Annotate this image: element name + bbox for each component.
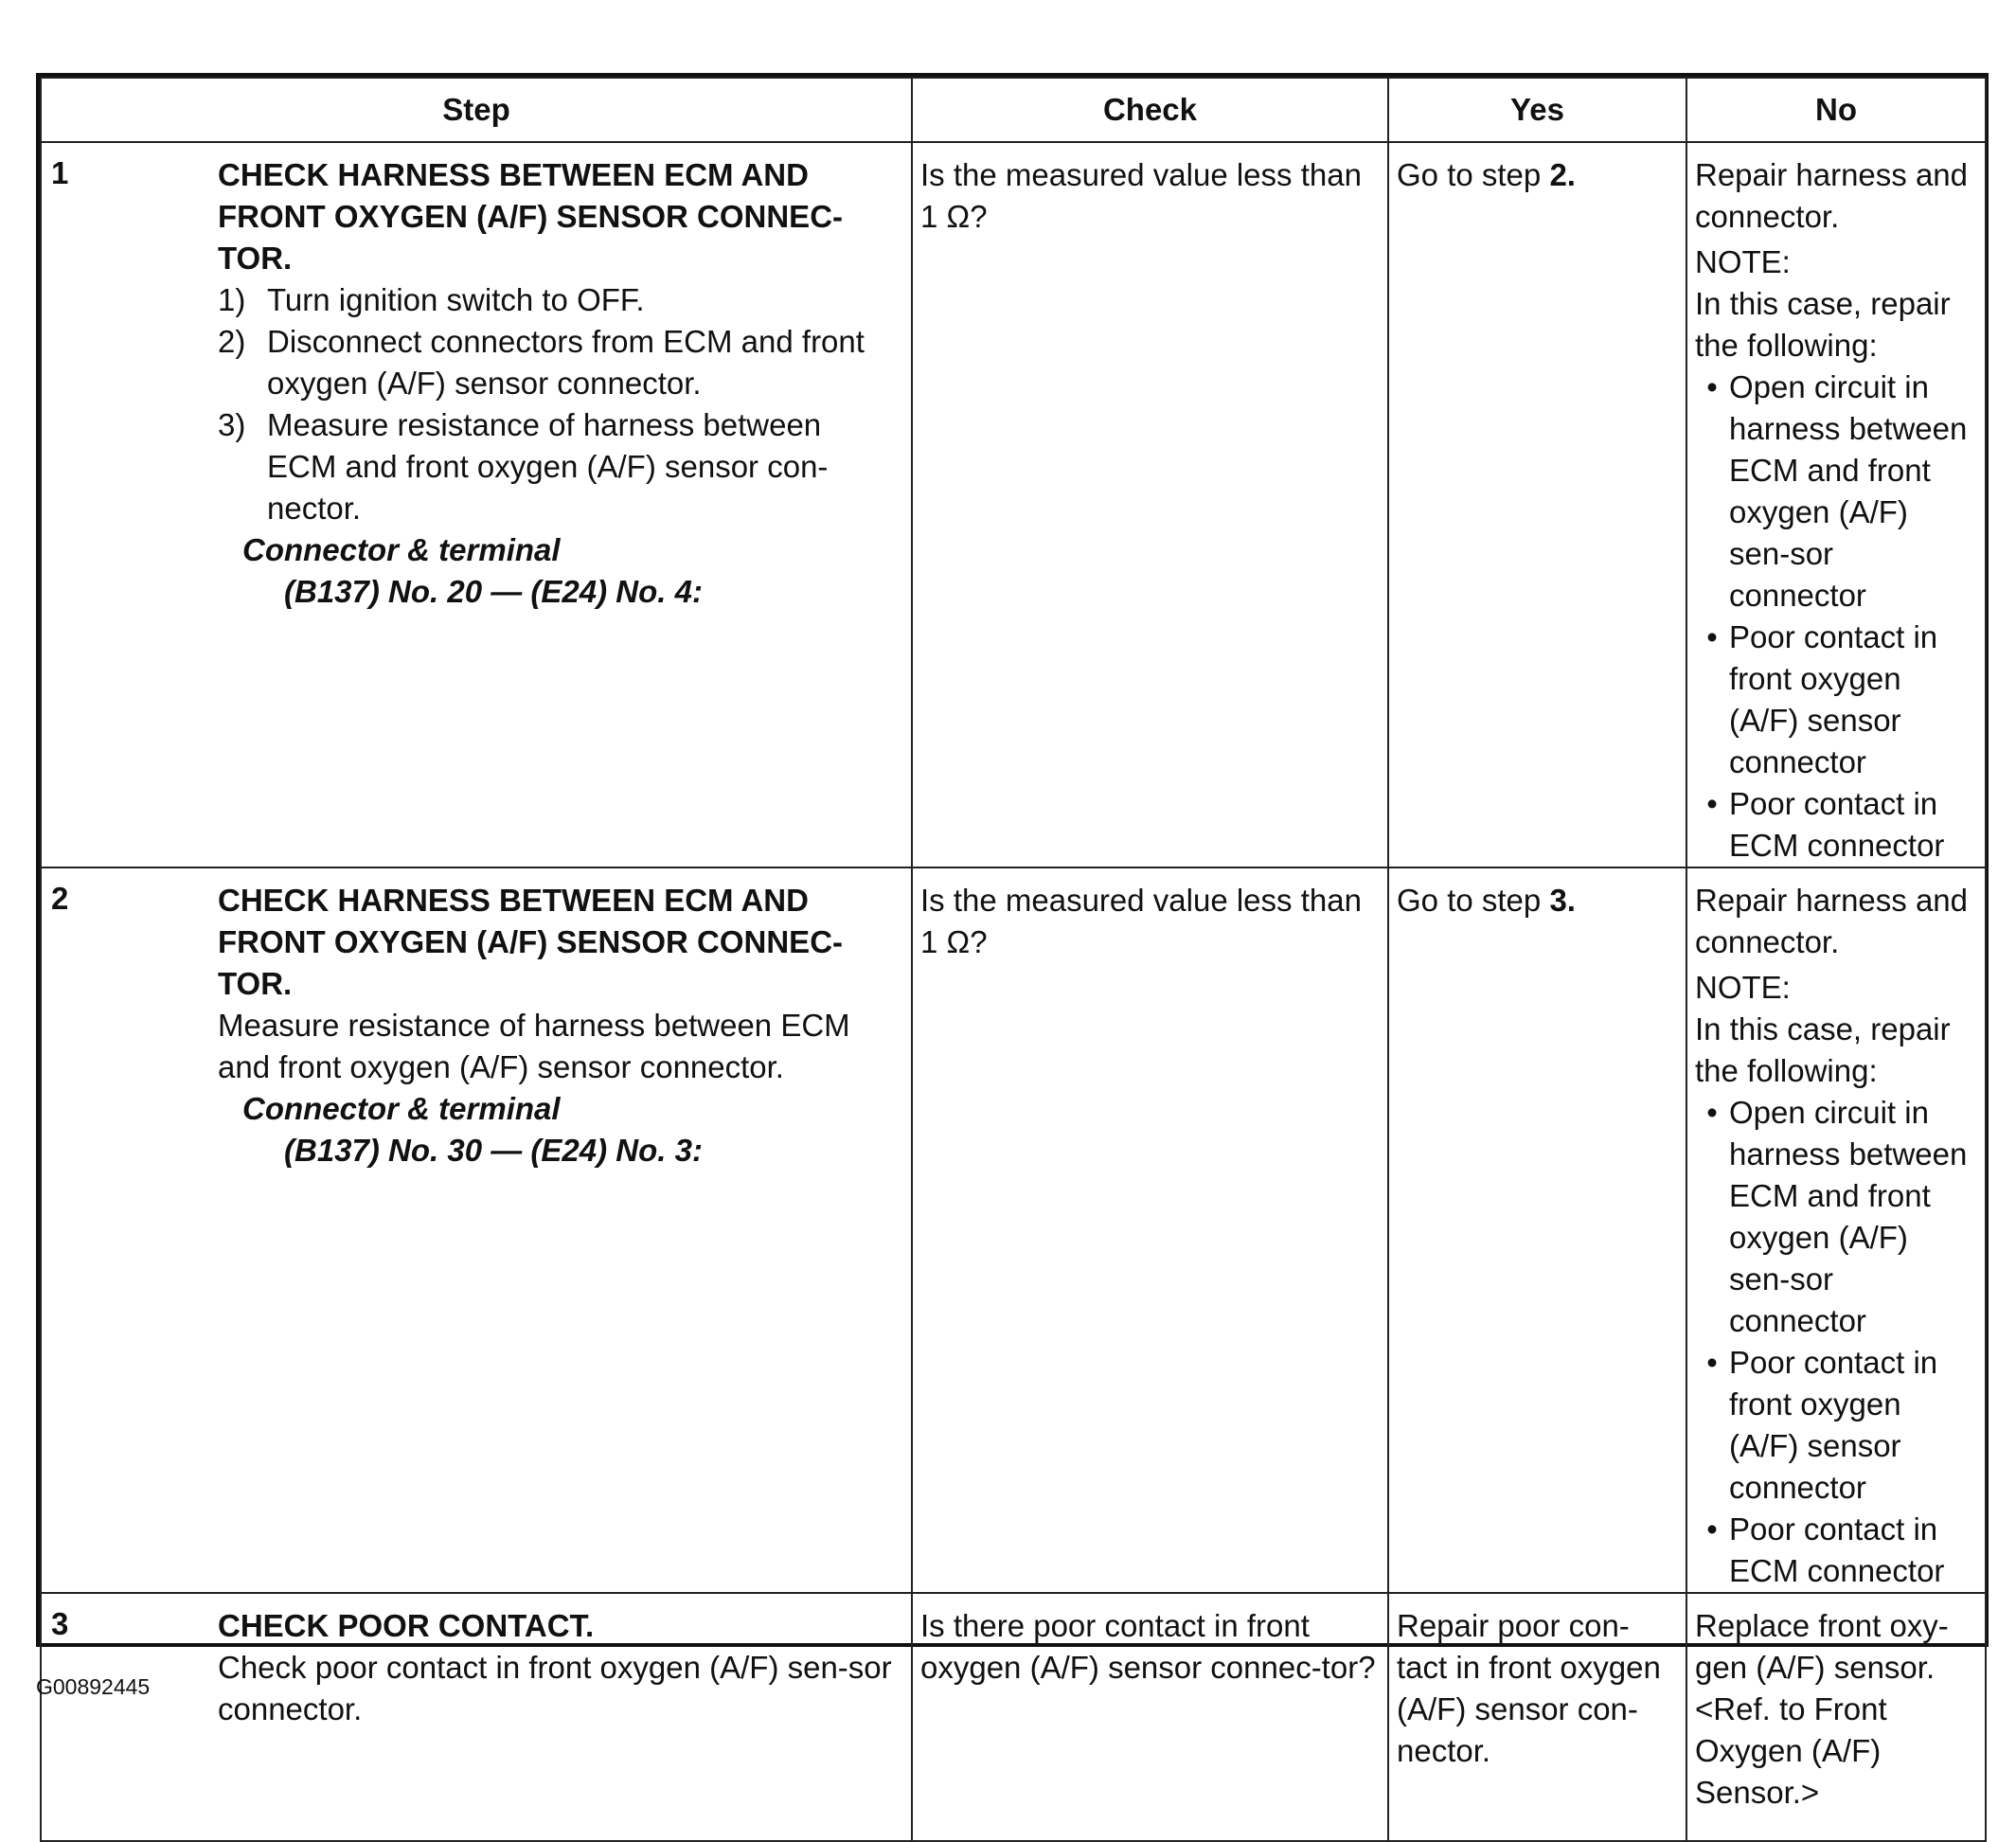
- note-bullet: • Poor contact in ECM connector: [1695, 783, 1977, 867]
- note-bullet-text: Poor contact in front oxygen (A/F) sensor connector: [1729, 619, 1938, 779]
- step-text: Check poor contact in front oxygen (A/F) sen-sor connector.: [218, 1650, 892, 1726]
- terminal-label: Connector & terminal: [242, 532, 561, 567]
- yes-step-ref: 2.: [1549, 157, 1576, 192]
- yes-prefix: Go to step: [1397, 157, 1550, 192]
- table-row: [41, 1593, 1986, 1841]
- substep-text: Turn ignition switch to OFF.: [267, 282, 645, 317]
- note-bullet-text: Open circuit in harness between ECM and front oxygen (A/F) sen-sor connector: [1729, 1095, 1968, 1338]
- note-label: NOTE:: [1695, 970, 1791, 1005]
- note-intro: In this case, repair the following:: [1695, 286, 1951, 363]
- header-row: [41, 78, 1986, 142]
- figure-code: G00892445: [36, 1674, 151, 1699]
- terminal-label: Connector & terminal: [242, 1091, 561, 1126]
- header-step: Step: [41, 78, 912, 142]
- substep-text: Measure resistance of harness between ECM and front oxygen (A/F) sensor con-nector.: [267, 407, 829, 526]
- step-cell: [41, 1593, 912, 1841]
- note-bullet-text: Poor contact in ECM connector: [1729, 786, 1945, 863]
- diagnostic-table: [40, 77, 1987, 1842]
- check-cell: Is there poor contact in front oxygen (A/F) sensor connec-tor?: [912, 1593, 1388, 1841]
- step-title: CHECK POOR CONTACT.: [218, 1608, 595, 1643]
- step-title: CHECK HARNESS BETWEEN ECM AND FRONT OXYGEN (A/F) SENSOR CONNEC-TOR.: [218, 157, 844, 276]
- no-action: Repair harness and connector.: [1695, 157, 1969, 234]
- substep: [218, 279, 894, 321]
- step-title: CHECK HARNESS BETWEEN ECM AND FRONT OXYGEN (A/F) SENSOR CONNEC-TOR.: [218, 883, 844, 1001]
- note-label: NOTE:: [1695, 244, 1791, 279]
- substep-number: 2): [218, 324, 246, 359]
- note-bullet: • Open circuit in harness between ECM and front oxygen (A/F) sen-sor connector: [1695, 367, 1977, 617]
- yes-cell: Repair poor con-tact in front oxygen (A/F) sensor con-nector.: [1388, 1593, 1686, 1841]
- note-bullet-text: Poor contact in ECM connector: [1729, 1511, 1945, 1588]
- substep: [218, 321, 894, 404]
- substep-text: Disconnect connectors from ECM and front oxygen (A/F) sensor connector.: [267, 324, 865, 401]
- check-cell: Is the measured value less than 1 Ω?: [912, 142, 1388, 867]
- note-bullet: • Open circuit in harness between ECM and front oxygen (A/F) sen-sor connector: [1695, 1092, 1977, 1342]
- no-cell: [1686, 867, 1986, 1593]
- step-text: Measure resistance of harness between ECM and front oxygen (A/F) sensor connector.: [218, 1008, 850, 1084]
- step-cell: [41, 142, 912, 867]
- yes-prefix: Go to step: [1397, 883, 1550, 918]
- substep-number: 1): [218, 282, 246, 317]
- header-no: No: [1686, 78, 1986, 142]
- header-check: Check: [912, 78, 1388, 142]
- step-number: 1: [51, 155, 69, 190]
- check-cell: Is the measured value less than 1 Ω?: [912, 867, 1388, 1593]
- substep-number: 3): [218, 407, 246, 442]
- yes-step-ref: 3.: [1549, 883, 1576, 918]
- no-action: Repair harness and connector.: [1695, 883, 1969, 959]
- note-bullet: • Poor contact in front oxygen (A/F) sensor connector: [1695, 1342, 1977, 1509]
- note-intro: In this case, repair the following:: [1695, 1011, 1951, 1088]
- no-cell: Replace front oxy-gen (A/F) sensor. <Ref. to Front Oxygen (A/F) Sensor.>: [1686, 1593, 1986, 1841]
- step-number: 3: [51, 1606, 69, 1641]
- step-number: 2: [51, 881, 69, 916]
- substep: [218, 404, 894, 529]
- note-bullet-text: Poor contact in front oxygen (A/F) sensor connector: [1729, 1345, 1938, 1505]
- note-bullet: • Poor contact in front oxygen (A/F) sensor connector: [1695, 617, 1977, 783]
- step-cell: [41, 867, 912, 1593]
- table-row: [41, 142, 1986, 867]
- table-row: [41, 867, 1986, 1593]
- terminal-value: (B137) No. 20 — (E24) No. 4:: [284, 574, 703, 609]
- header-yes: Yes: [1388, 78, 1686, 142]
- yes-cell: [1388, 867, 1686, 1593]
- yes-cell: [1388, 142, 1686, 867]
- note-bullet-text: Open circuit in harness between ECM and front oxygen (A/F) sen-sor connector: [1729, 369, 1968, 613]
- terminal-value: (B137) No. 30 — (E24) No. 3:: [284, 1133, 703, 1168]
- no-cell: [1686, 142, 1986, 867]
- note-bullet: • Poor contact in ECM connector: [1695, 1509, 1977, 1592]
